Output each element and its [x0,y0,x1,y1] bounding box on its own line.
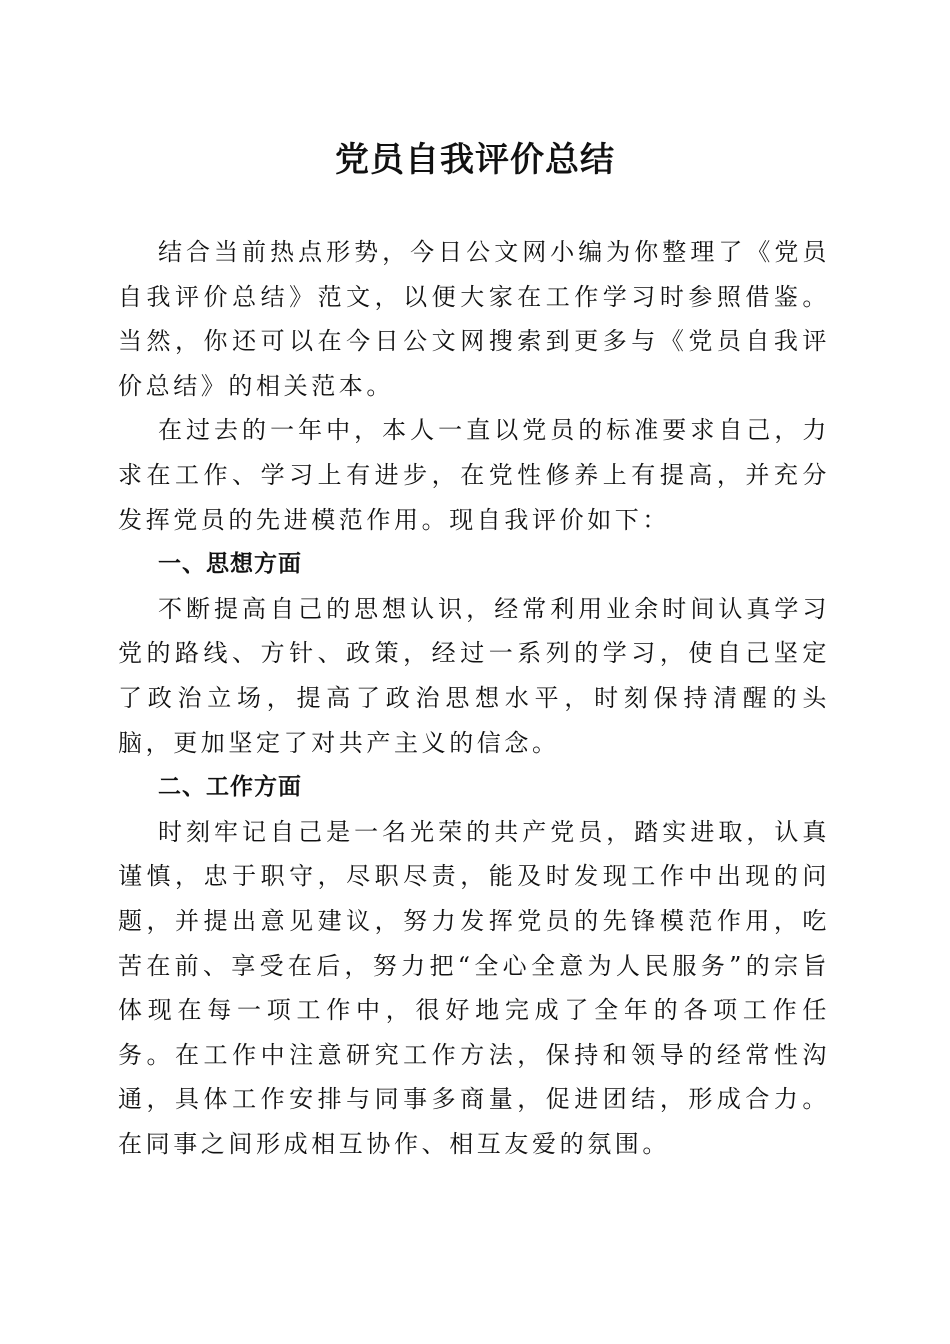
section-paragraph-work: 时刻牢记自己是一名光荣的共产党员，踏实进取，认真谨慎，忠于职守，尽职尽责，能及时发现工作中出现的问题，并提出意见建议，努力发挥党员的先锋模范作用，吃苦在前、享受在后，努力把“全心全意为人民服务”的宗旨体现在每一项工作中，很好地完成了全年的各项工作任务。在工作中注意研究工作方法，保持和领导的经常性沟通，具体工作安排与同事多商量，促进团结，形成合力。在同事之间形成相互协作、相互友爱的氛围。 [118,817,830,1158]
document-body [118,230,830,1166]
opening-paragraph: 在过去的一年中，本人一直以党员的标准要求自己，力求在工作、学习上有进步，在党性修养上有提高，并充分发挥党员的先进模范作用。现自我评价如下： [118,416,830,534]
document-title: 党员自我评价总结 [335,140,615,180]
section-paragraph-thought: 不断提高自己的思想认识，经常利用业余时间认真学习党的路线、方针、政策，经过一系列的学习，使自己坚定了政治立场，提高了政治思想水平，时刻保持清醒的头脑，更加坚定了对共产主义的信念。 [118,594,830,757]
section-heading-work: 二、工作方面 [158,774,302,801]
section-heading-thought: 一、思想方面 [158,551,302,578]
intro-paragraph: 结合当前热点形势，今日公文网小编为你整理了《党员自我评价总结》范文，以便大家在工作学习时参照借鉴。当然，你还可以在今日公文网搜索到更多与《党员自我评价总结》的相关范本。 [118,238,830,400]
